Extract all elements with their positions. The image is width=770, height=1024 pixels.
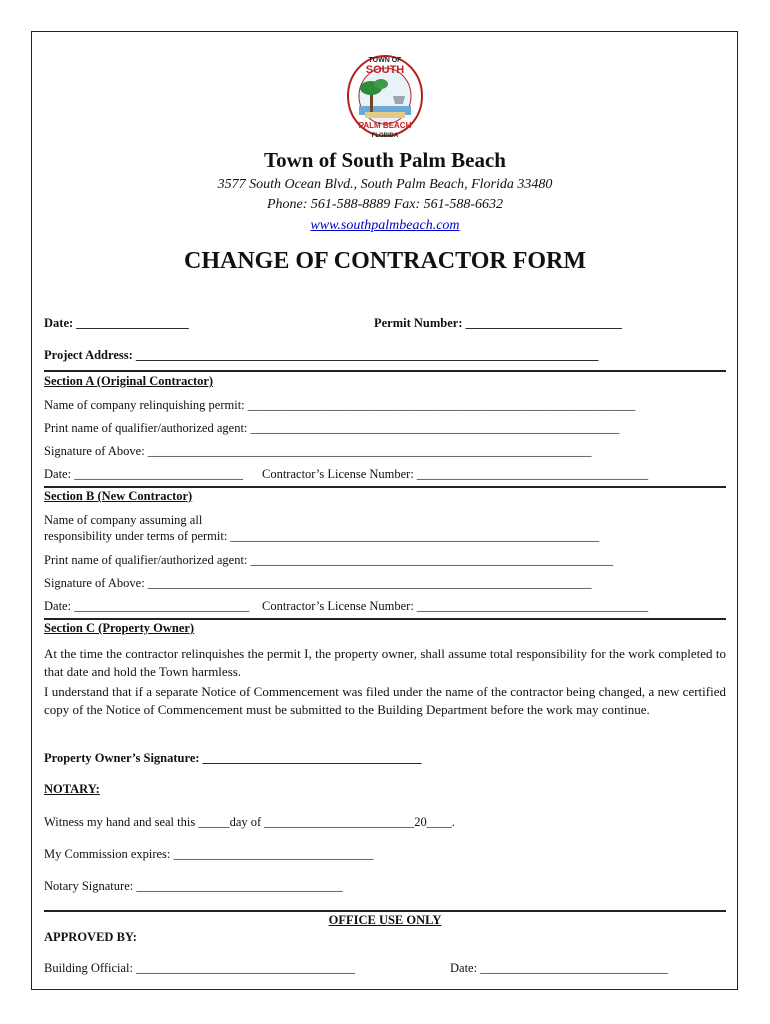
town-phone-fax: Phone: 561-588-8889 Fax: 561-588-6632 [266,197,503,212]
notary-witness-field[interactable]: Witness my hand and seal this _____day of ________________________20____. [44,815,455,829]
permit-number-field[interactable]: Permit Number: _________________________ [374,316,622,330]
project-address-field[interactable]: Project Address: __________________________________________________________________________ [44,348,599,362]
section-c-paragraph-2: I understand that if a separate Notice of Commencement was filed under the name of the contractor being changed, a new certified copy of the Notice of Commencement must be submitted to the Building Department before the work may continue. [44,684,726,717]
notary-signature-field[interactable]: Notary Signature: _________________________________ [44,879,343,893]
section-divider [44,910,726,912]
section-b-license-field[interactable]: Contractor’s License Number: _____________________________________ [262,599,649,613]
town-seal-logo [345,48,425,140]
section-b-qualifier-field[interactable]: Print name of qualifier/authorized agent: __________________________________________________________ [44,553,614,567]
svg-text:SOUTH: SOUTH [365,64,405,76]
notary-heading: NOTARY: [44,782,100,796]
section-divider [44,486,726,488]
building-official-field[interactable]: Building Official: ___________________________________ [44,961,355,975]
section-b-heading: Section B (New Contractor) [44,489,193,503]
svg-text:FLORIDA: FLORIDA [371,133,399,139]
section-a-signature-field[interactable]: Signature of Above: _______________________________________________________________________ [44,444,592,458]
section-a-qualifier-field[interactable]: Print name of qualifier/authorized agent: ___________________________________________________________ [44,421,620,435]
section-a-license-field[interactable]: Contractor’s License Number: _____________________________________ [262,467,649,481]
owner-signature-field[interactable]: Property Owner’s Signature: ___________________________________ [44,751,422,765]
section-divider [44,370,726,372]
section-divider [44,618,726,620]
form-title: CHANGE OF CONTRACTOR FORM [184,248,586,274]
section-a-date-field[interactable]: Date: ___________________________ [44,467,243,481]
section-b-company-label: Name of company assuming all [44,513,203,527]
section-b-date-field[interactable]: Date: ____________________________ [44,599,250,613]
approved-by-label: APPROVED BY: [44,930,137,944]
svg-text:TOWN OF: TOWN OF [368,57,402,64]
section-b-company-field[interactable]: responsibility under terms of permit: ___________________________________________________________ [44,529,600,543]
town-name: Town of South Palm Beach [264,148,506,172]
town-website-link[interactable]: www.southpalmbeach.com [310,218,460,233]
office-date-field[interactable]: Date: ______________________________ [450,961,668,975]
section-b-signature-field[interactable]: Signature of Above: _______________________________________________________________________ [44,576,592,590]
town-address: 3577 South Ocean Blvd., South Palm Beach, Florida 33480 [217,177,553,192]
notary-commission-field[interactable]: My Commission expires: ________________________________ [44,847,374,861]
section-c-paragraph-1: At the time the contractor relinquishes the permit I, the property owner, shall assume total responsibility for the work completed to that date and hold the Town harmless. [44,646,726,679]
section-c-heading: Section C (Property Owner) [44,621,195,635]
section-a-heading: Section A (Original Contractor) [44,374,214,388]
svg-text:PALM BEACH: PALM BEACH [358,121,412,130]
office-use-heading: OFFICE USE ONLY [328,913,442,927]
section-a-company-field[interactable]: Name of company relinquishing permit: ______________________________________________________________ [44,398,636,412]
date-field[interactable]: Date: __________________ [44,316,189,330]
